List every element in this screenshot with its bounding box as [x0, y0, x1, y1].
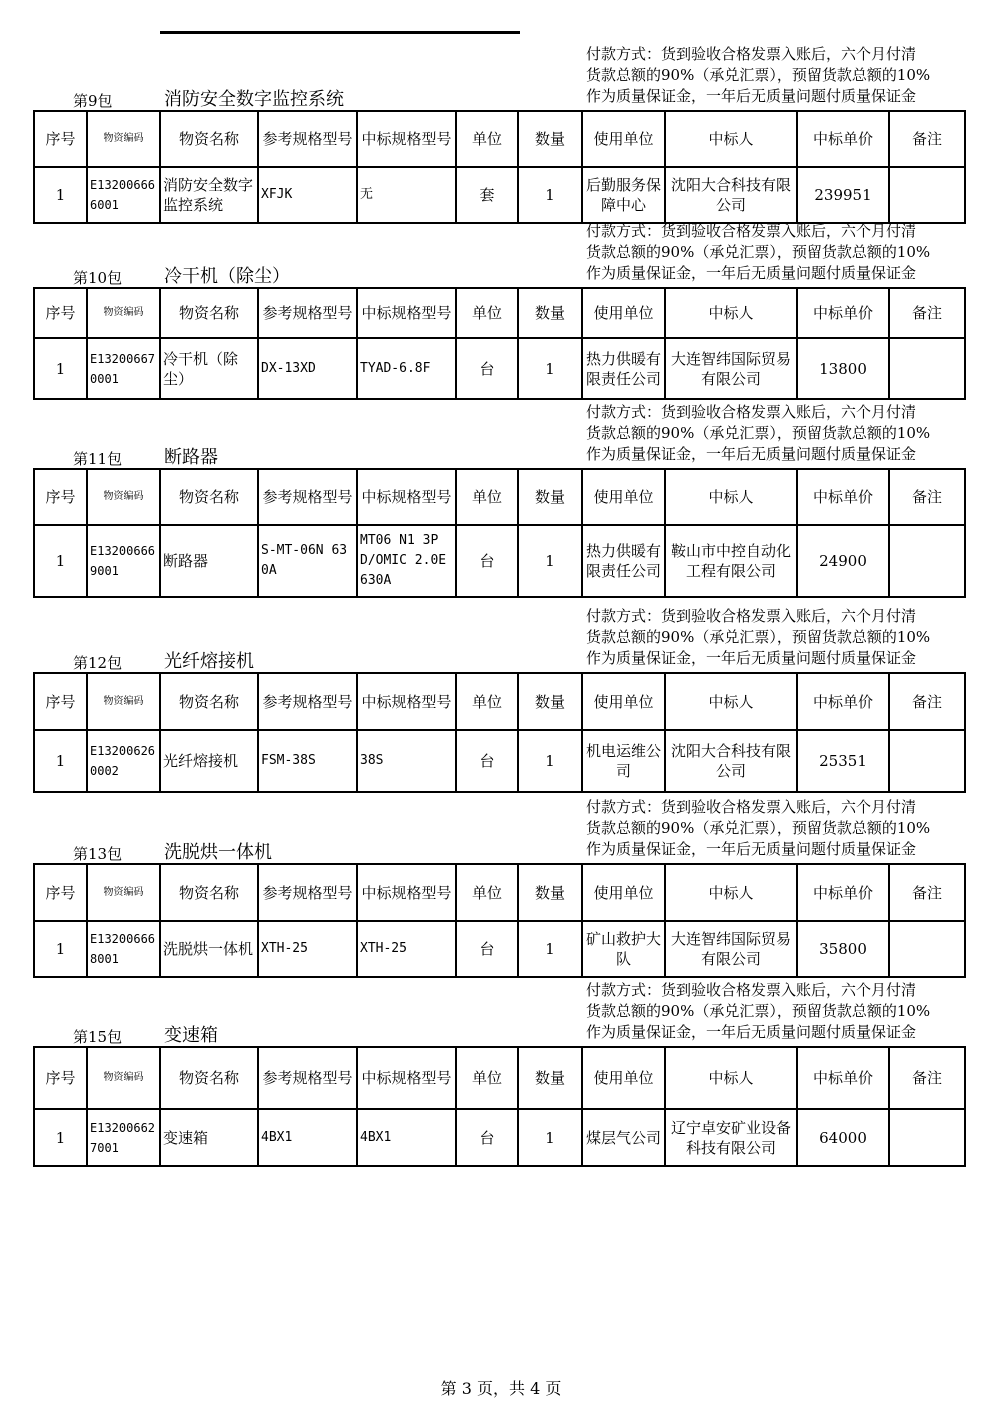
cell-qty: 1 — [518, 921, 582, 977]
header-seq: 序号 — [34, 111, 87, 167]
cell-note — [889, 1109, 965, 1166]
header-name: 物资名称 — [160, 111, 258, 167]
package-section — [33, 221, 965, 400]
header-name: 物资名称 — [160, 288, 258, 338]
package-table — [33, 1046, 966, 1167]
cell-note — [889, 338, 965, 399]
package-header — [33, 797, 965, 863]
header-seq: 序号 — [34, 864, 87, 921]
header-unit: 单位 — [456, 1047, 518, 1109]
header-ref-spec: 参考规格型号 — [258, 673, 357, 730]
header-price: 中标单价 — [797, 469, 889, 525]
header-user: 使用单位 — [582, 864, 665, 921]
cell-name: 断路器 — [160, 525, 258, 597]
header-ref-spec: 参考规格型号 — [258, 288, 357, 338]
cell-note — [889, 921, 965, 977]
cell-bid-spec: XTH-25 — [357, 921, 456, 977]
package-header — [33, 44, 965, 110]
cell-bid-spec: MT06 N1 3P D/OMIC 2.0E 630A — [357, 525, 456, 597]
header-bid-spec: 中标规格型号 — [357, 111, 456, 167]
cell-name: 变速箱 — [160, 1109, 258, 1166]
package-title: 光纤熔接机 — [164, 651, 254, 672]
cell-unit: 台 — [456, 338, 518, 399]
cell-price: 25351 — [797, 730, 889, 792]
payment-terms: 付款方式：货到验收合格发票入账后，六个月付清 货款总额的90%（承兑汇票），预留货款总额的10% 作为质量保证金，一年后无质量问题付质量保证金 — [586, 607, 931, 667]
package-title: 冷干机（除尘） — [164, 266, 290, 287]
header-name: 物资名称 — [160, 864, 258, 921]
header-price: 中标单价 — [797, 1047, 889, 1109]
header-ref-spec: 参考规格型号 — [258, 111, 357, 167]
header-ref-spec: 参考规格型号 — [258, 469, 357, 525]
cell-bid-spec: 4BX1 — [357, 1109, 456, 1166]
header-price: 中标单价 — [797, 111, 889, 167]
cell-bid-spec: TYAD-6.8F — [357, 338, 456, 399]
package-header — [33, 221, 965, 287]
header-winner: 中标人 — [665, 469, 797, 525]
cell-user: 机电运维公司 — [582, 730, 665, 792]
header-note: 备注 — [889, 288, 965, 338]
payment-terms: 付款方式：货到验收合格发票入账后，六个月付清 货款总额的90%（承兑汇票），预留货款总额的10% 作为质量保证金，一年后无质量问题付质量保证金 — [586, 798, 931, 858]
package-number: 第15包 — [73, 1028, 123, 1046]
package-section — [33, 980, 965, 1167]
header-unit: 单位 — [456, 864, 518, 921]
cell-winner: 大连智纬国际贸易有限公司 — [665, 921, 797, 977]
header-unit: 单位 — [456, 111, 518, 167]
header-bid-spec: 中标规格型号 — [357, 1047, 456, 1109]
package-table — [33, 468, 966, 598]
header-note: 备注 — [889, 111, 965, 167]
header-code: 物资编码 — [87, 288, 160, 338]
cell-code: E132006670001 — [87, 338, 160, 399]
header-winner: 中标人 — [665, 864, 797, 921]
header-code: 物资编码 — [87, 469, 160, 525]
header-qty: 数量 — [518, 469, 582, 525]
cell-qty: 1 — [518, 338, 582, 399]
header-price: 中标单价 — [797, 288, 889, 338]
header-note: 备注 — [889, 673, 965, 730]
cell-user: 煤层气公司 — [582, 1109, 665, 1166]
cell-unit: 台 — [456, 1109, 518, 1166]
cell-seq: 1 — [34, 167, 87, 223]
cell-bid-spec: 38S — [357, 730, 456, 792]
header-winner: 中标人 — [665, 1047, 797, 1109]
cell-ref-spec: XTH-25 — [258, 921, 357, 977]
header-ref-spec: 参考规格型号 — [258, 1047, 357, 1109]
header-bid-spec: 中标规格型号 — [357, 469, 456, 525]
cell-name: 光纤熔接机 — [160, 730, 258, 792]
package-table — [33, 287, 966, 400]
package-number: 第10包 — [73, 269, 123, 287]
header-note: 备注 — [889, 864, 965, 921]
header-name: 物资名称 — [160, 673, 258, 730]
package-table — [33, 863, 966, 978]
cell-price: 35800 — [797, 921, 889, 977]
cell-name: 消防安全数字监控系统 — [160, 167, 258, 223]
cell-user: 热力供暖有限责任公司 — [582, 525, 665, 597]
cell-seq: 1 — [34, 730, 87, 792]
table-row — [34, 525, 965, 597]
cell-code: E132006668001 — [87, 921, 160, 977]
cell-code: E132006260002 — [87, 730, 160, 792]
table-row — [34, 1109, 965, 1166]
package-title: 洗脱烘一体机 — [164, 842, 272, 863]
cell-name: 冷干机（除尘） — [160, 338, 258, 399]
cell-winner: 大连智纬国际贸易有限公司 — [665, 338, 797, 399]
table-header-row — [34, 864, 965, 921]
header-ref-spec: 参考规格型号 — [258, 864, 357, 921]
package-section — [33, 44, 965, 224]
header-unit: 单位 — [456, 288, 518, 338]
payment-terms: 付款方式：货到验收合格发票入账后，六个月付清 货款总额的90%（承兑汇票），预留货款总额的10% 作为质量保证金，一年后无质量问题付质量保证金 — [586, 403, 931, 463]
cell-qty: 1 — [518, 167, 582, 223]
header-price: 中标单价 — [797, 673, 889, 730]
header-seq: 序号 — [34, 673, 87, 730]
cell-note — [889, 167, 965, 223]
cell-code: E132006627001 — [87, 1109, 160, 1166]
cell-winner: 沈阳大合科技有限公司 — [665, 167, 797, 223]
table-row — [34, 167, 965, 223]
package-title: 消防安全数字监控系统 — [164, 89, 344, 110]
header-bid-spec: 中标规格型号 — [357, 673, 456, 730]
table-header-row — [34, 1047, 965, 1109]
package-section — [33, 402, 965, 598]
payment-terms: 付款方式：货到验收合格发票入账后，六个月付清 货款总额的90%（承兑汇票），预留货款总额的10% 作为质量保证金，一年后无质量问题付质量保证金 — [586, 45, 931, 105]
header-code: 物资编码 — [87, 673, 160, 730]
cell-unit: 套 — [456, 167, 518, 223]
package-section — [33, 797, 965, 978]
top-rule — [160, 31, 520, 34]
header-name: 物资名称 — [160, 469, 258, 525]
package-number: 第11包 — [73, 450, 123, 468]
cell-code: E132006669001 — [87, 525, 160, 597]
table-row — [34, 338, 965, 399]
cell-price: 13800 — [797, 338, 889, 399]
cell-winner: 辽宁卓安矿业设备科技有限公司 — [665, 1109, 797, 1166]
header-seq: 序号 — [34, 1047, 87, 1109]
header-winner: 中标人 — [665, 288, 797, 338]
header-qty: 数量 — [518, 864, 582, 921]
header-user: 使用单位 — [582, 111, 665, 167]
page-footer: 第 3 页，共 4 页 — [440, 1379, 562, 1398]
cell-unit: 台 — [456, 525, 518, 597]
header-qty: 数量 — [518, 111, 582, 167]
table-header-row — [34, 469, 965, 525]
cell-winner: 鞍山市中控自动化工程有限公司 — [665, 525, 797, 597]
header-qty: 数量 — [518, 673, 582, 730]
header-winner: 中标人 — [665, 111, 797, 167]
cell-qty: 1 — [518, 525, 582, 597]
header-name: 物资名称 — [160, 1047, 258, 1109]
cell-winner: 沈阳大合科技有限公司 — [665, 730, 797, 792]
cell-ref-spec: S-MT-06N 630A — [258, 525, 357, 597]
cell-seq: 1 — [34, 921, 87, 977]
cell-ref-spec: 4BX1 — [258, 1109, 357, 1166]
cell-price: 239951 — [797, 167, 889, 223]
cell-ref-spec: FSM-38S — [258, 730, 357, 792]
table-header-row — [34, 111, 965, 167]
package-number: 第9包 — [73, 92, 113, 110]
cell-bid-spec: 无 — [357, 167, 456, 223]
cell-code: E132006666001 — [87, 167, 160, 223]
header-price: 中标单价 — [797, 864, 889, 921]
package-number: 第13包 — [73, 845, 123, 863]
cell-note — [889, 525, 965, 597]
cell-unit: 台 — [456, 921, 518, 977]
header-note: 备注 — [889, 469, 965, 525]
table-header-row — [34, 673, 965, 730]
header-user: 使用单位 — [582, 288, 665, 338]
header-seq: 序号 — [34, 288, 87, 338]
table-header-row — [34, 288, 965, 338]
cell-qty: 1 — [518, 730, 582, 792]
header-code: 物资编码 — [87, 864, 160, 921]
header-note: 备注 — [889, 1047, 965, 1109]
cell-note — [889, 730, 965, 792]
cell-user: 热力供暖有限责任公司 — [582, 338, 665, 399]
header-bid-spec: 中标规格型号 — [357, 864, 456, 921]
cell-ref-spec: XFJK — [258, 167, 357, 223]
package-header — [33, 980, 965, 1046]
package-number: 第12包 — [73, 654, 123, 672]
header-unit: 单位 — [456, 673, 518, 730]
table-row — [34, 921, 965, 977]
header-seq: 序号 — [34, 469, 87, 525]
header-user: 使用单位 — [582, 469, 665, 525]
package-title: 变速箱 — [164, 1025, 218, 1046]
package-title: 断路器 — [164, 447, 218, 468]
header-bid-spec: 中标规格型号 — [357, 288, 456, 338]
cell-user: 后勤服务保障中心 — [582, 167, 665, 223]
header-qty: 数量 — [518, 288, 582, 338]
cell-price: 64000 — [797, 1109, 889, 1166]
cell-qty: 1 — [518, 1109, 582, 1166]
package-section — [33, 606, 965, 793]
cell-price: 24900 — [797, 525, 889, 597]
payment-terms: 付款方式：货到验收合格发票入账后，六个月付清 货款总额的90%（承兑汇票），预留货款总额的10% 作为质量保证金，一年后无质量问题付质量保证金 — [586, 981, 931, 1041]
cell-seq: 1 — [34, 1109, 87, 1166]
cell-seq: 1 — [34, 525, 87, 597]
package-header — [33, 606, 965, 672]
cell-ref-spec: DX-13XD — [258, 338, 357, 399]
package-table — [33, 672, 966, 793]
cell-name: 洗脱烘一体机 — [160, 921, 258, 977]
header-code: 物资编码 — [87, 1047, 160, 1109]
header-qty: 数量 — [518, 1047, 582, 1109]
header-winner: 中标人 — [665, 673, 797, 730]
header-code: 物资编码 — [87, 111, 160, 167]
cell-seq: 1 — [34, 338, 87, 399]
payment-terms: 付款方式：货到验收合格发票入账后，六个月付清 货款总额的90%（承兑汇票），预留货款总额的10% 作为质量保证金，一年后无质量问题付质量保证金 — [586, 222, 931, 282]
package-table — [33, 110, 966, 224]
package-header — [33, 402, 965, 468]
table-row — [34, 730, 965, 792]
header-user: 使用单位 — [582, 1047, 665, 1109]
header-user: 使用单位 — [582, 673, 665, 730]
cell-user: 矿山救护大队 — [582, 921, 665, 977]
header-unit: 单位 — [456, 469, 518, 525]
cell-unit: 台 — [456, 730, 518, 792]
